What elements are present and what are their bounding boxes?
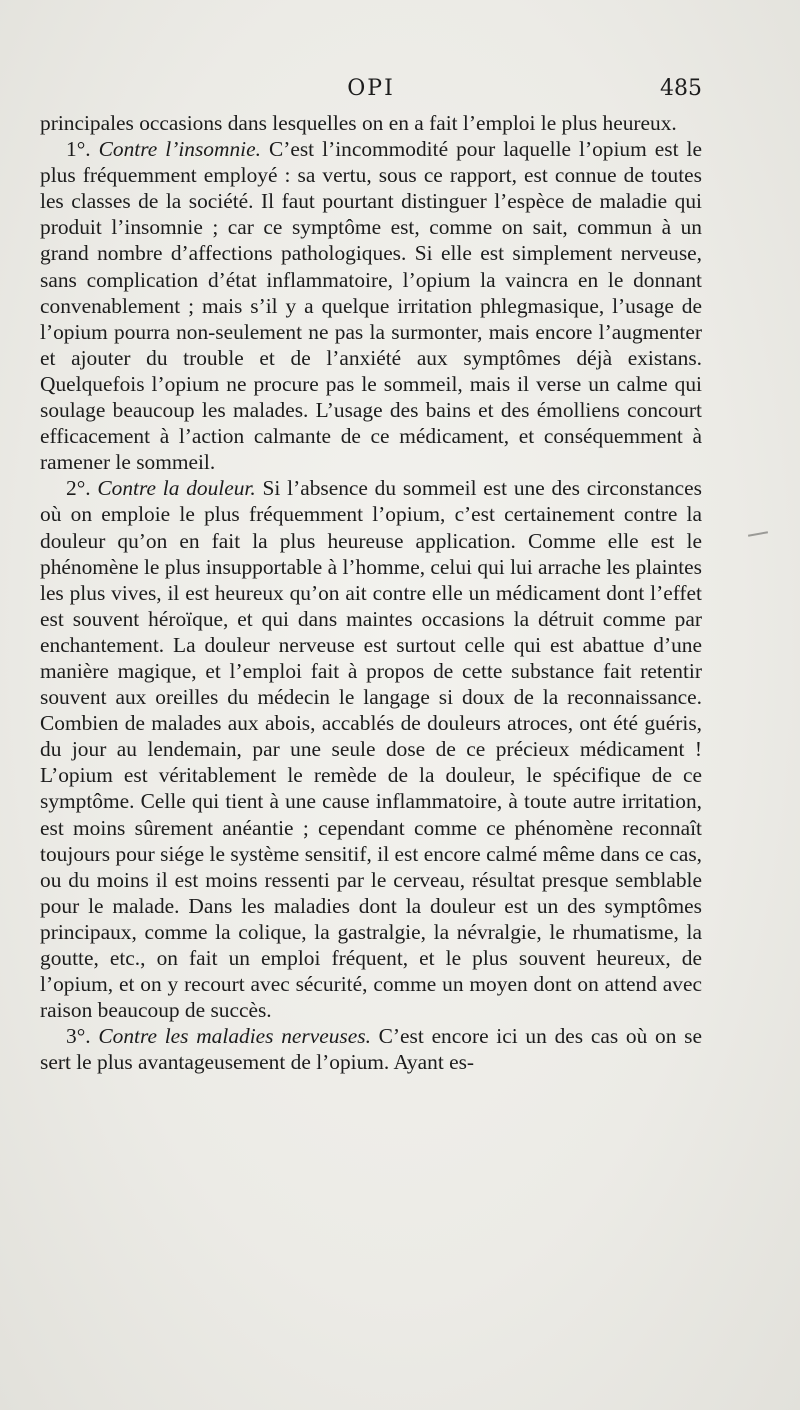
page-number: 485 bbox=[660, 76, 702, 101]
running-title: OPI bbox=[347, 76, 395, 101]
paragraph-text: Si l’absence du sommeil est une des circonstances où on emploie le plus fréquemment l’opium, c’est certainement contre la douleur qu’on en fait la plus heureuse application. Comme elle est le phénomène le plus insupportable à l’homme, celui qui lui arrache les plaintes les plus vives, il est heureux qu’on ait contre elle un médicament dont l’effet est souvent héroïque, et qui dans maintes occasions la détruit comme par enchantement. La douleur nerveuse est surtout celle qui est abattue d’une manière magique, et l’emploi fait à propos de cette substance fait retentir souvent aux oreilles du médecin le langage si doux de la reconnaissance. Combien de malades aux abois, accablés de douleurs atroces, ont été guéris, du jour au lendemain, par une seule dose de ce précieux médicament ! L’opium est véritablement le remède de la douleur, le spécifique de ce symptôme. Celle qui tient à une cause inflammatoire, à toute autre irritation, est moins sûrement anéantie ; cependant comme ce phénomène reconnaît toujours pour siége le système sensitif, il est encore calmé même dans ce cas, ou du moins il est moins ressenti par le cerveau, résultat presque semblable pour le malade. Dans les maladies dont la douleur est un des symptômes principaux, comme la colique, la gastralgie, la névralgie, le rhumatisme, la goutte, etc., on fait un emploi fréquent, et le plus souvent heureux, de l’opium, et on y recourt avec sécurité, comme un moyen dont on attend avec raison beaucoup de succès. bbox=[40, 476, 702, 1023]
section-heading: Contre les maladies nerveuses. bbox=[98, 1024, 371, 1049]
section-number: 1°. bbox=[66, 137, 91, 162]
paragraph-pain bbox=[40, 475, 702, 1023]
paragraph-text: C’est l’incommodité pour laquelle l’opium est le plus fréquemment employé : sa vertu, sous ce rapport, est connue de toutes les classes de la société. Il faut pourtant distinguer l’espèce de maladie qui produit l’insomnie ; car ce symptôme est, comme on sait, commun à un grand nombre d’affections pathologiques. Si elle est simplement nerveuse, sans complication d’état inflammatoire, l’opium la vaincra en le donnant convenablement ; mais s’il y a quelque irritation phlegmasique, l’usage de l’opium pourra non-seulement ne pas la surmonter, mais encore l’augmenter et ajouter du trouble et de l’anxiété aux symptômes déjà existans. Quelquefois l’opium ne procure pas le sommeil, mais il verse un calme qui soulage beaucoup les malades. L’usage des bains et des émolliens concourt efficacement à l’action calmante de ce médicament, et conséquemment à ramener le sommeil. bbox=[40, 137, 702, 475]
section-heading: Contre la douleur. bbox=[97, 476, 256, 501]
section-number: 3°. bbox=[66, 1024, 91, 1049]
paragraph-insomnia bbox=[40, 136, 702, 475]
section-heading: Contre l’insomnie. bbox=[98, 137, 261, 162]
paragraph-text: principales occasions dans lesquelles on en a fait l’emploi le plus heureux. bbox=[40, 111, 677, 135]
paragraph-continuation bbox=[40, 110, 702, 136]
page-header bbox=[40, 76, 702, 106]
paragraph-nervous bbox=[40, 1023, 702, 1075]
body-text bbox=[40, 110, 702, 1075]
paragraph-text: C’est encore ici un des cas où on se sert le plus avantageusement de l’opium. Ayant es- bbox=[40, 1024, 702, 1075]
margin-mark bbox=[748, 531, 768, 536]
section-number: 2°. bbox=[66, 476, 91, 501]
